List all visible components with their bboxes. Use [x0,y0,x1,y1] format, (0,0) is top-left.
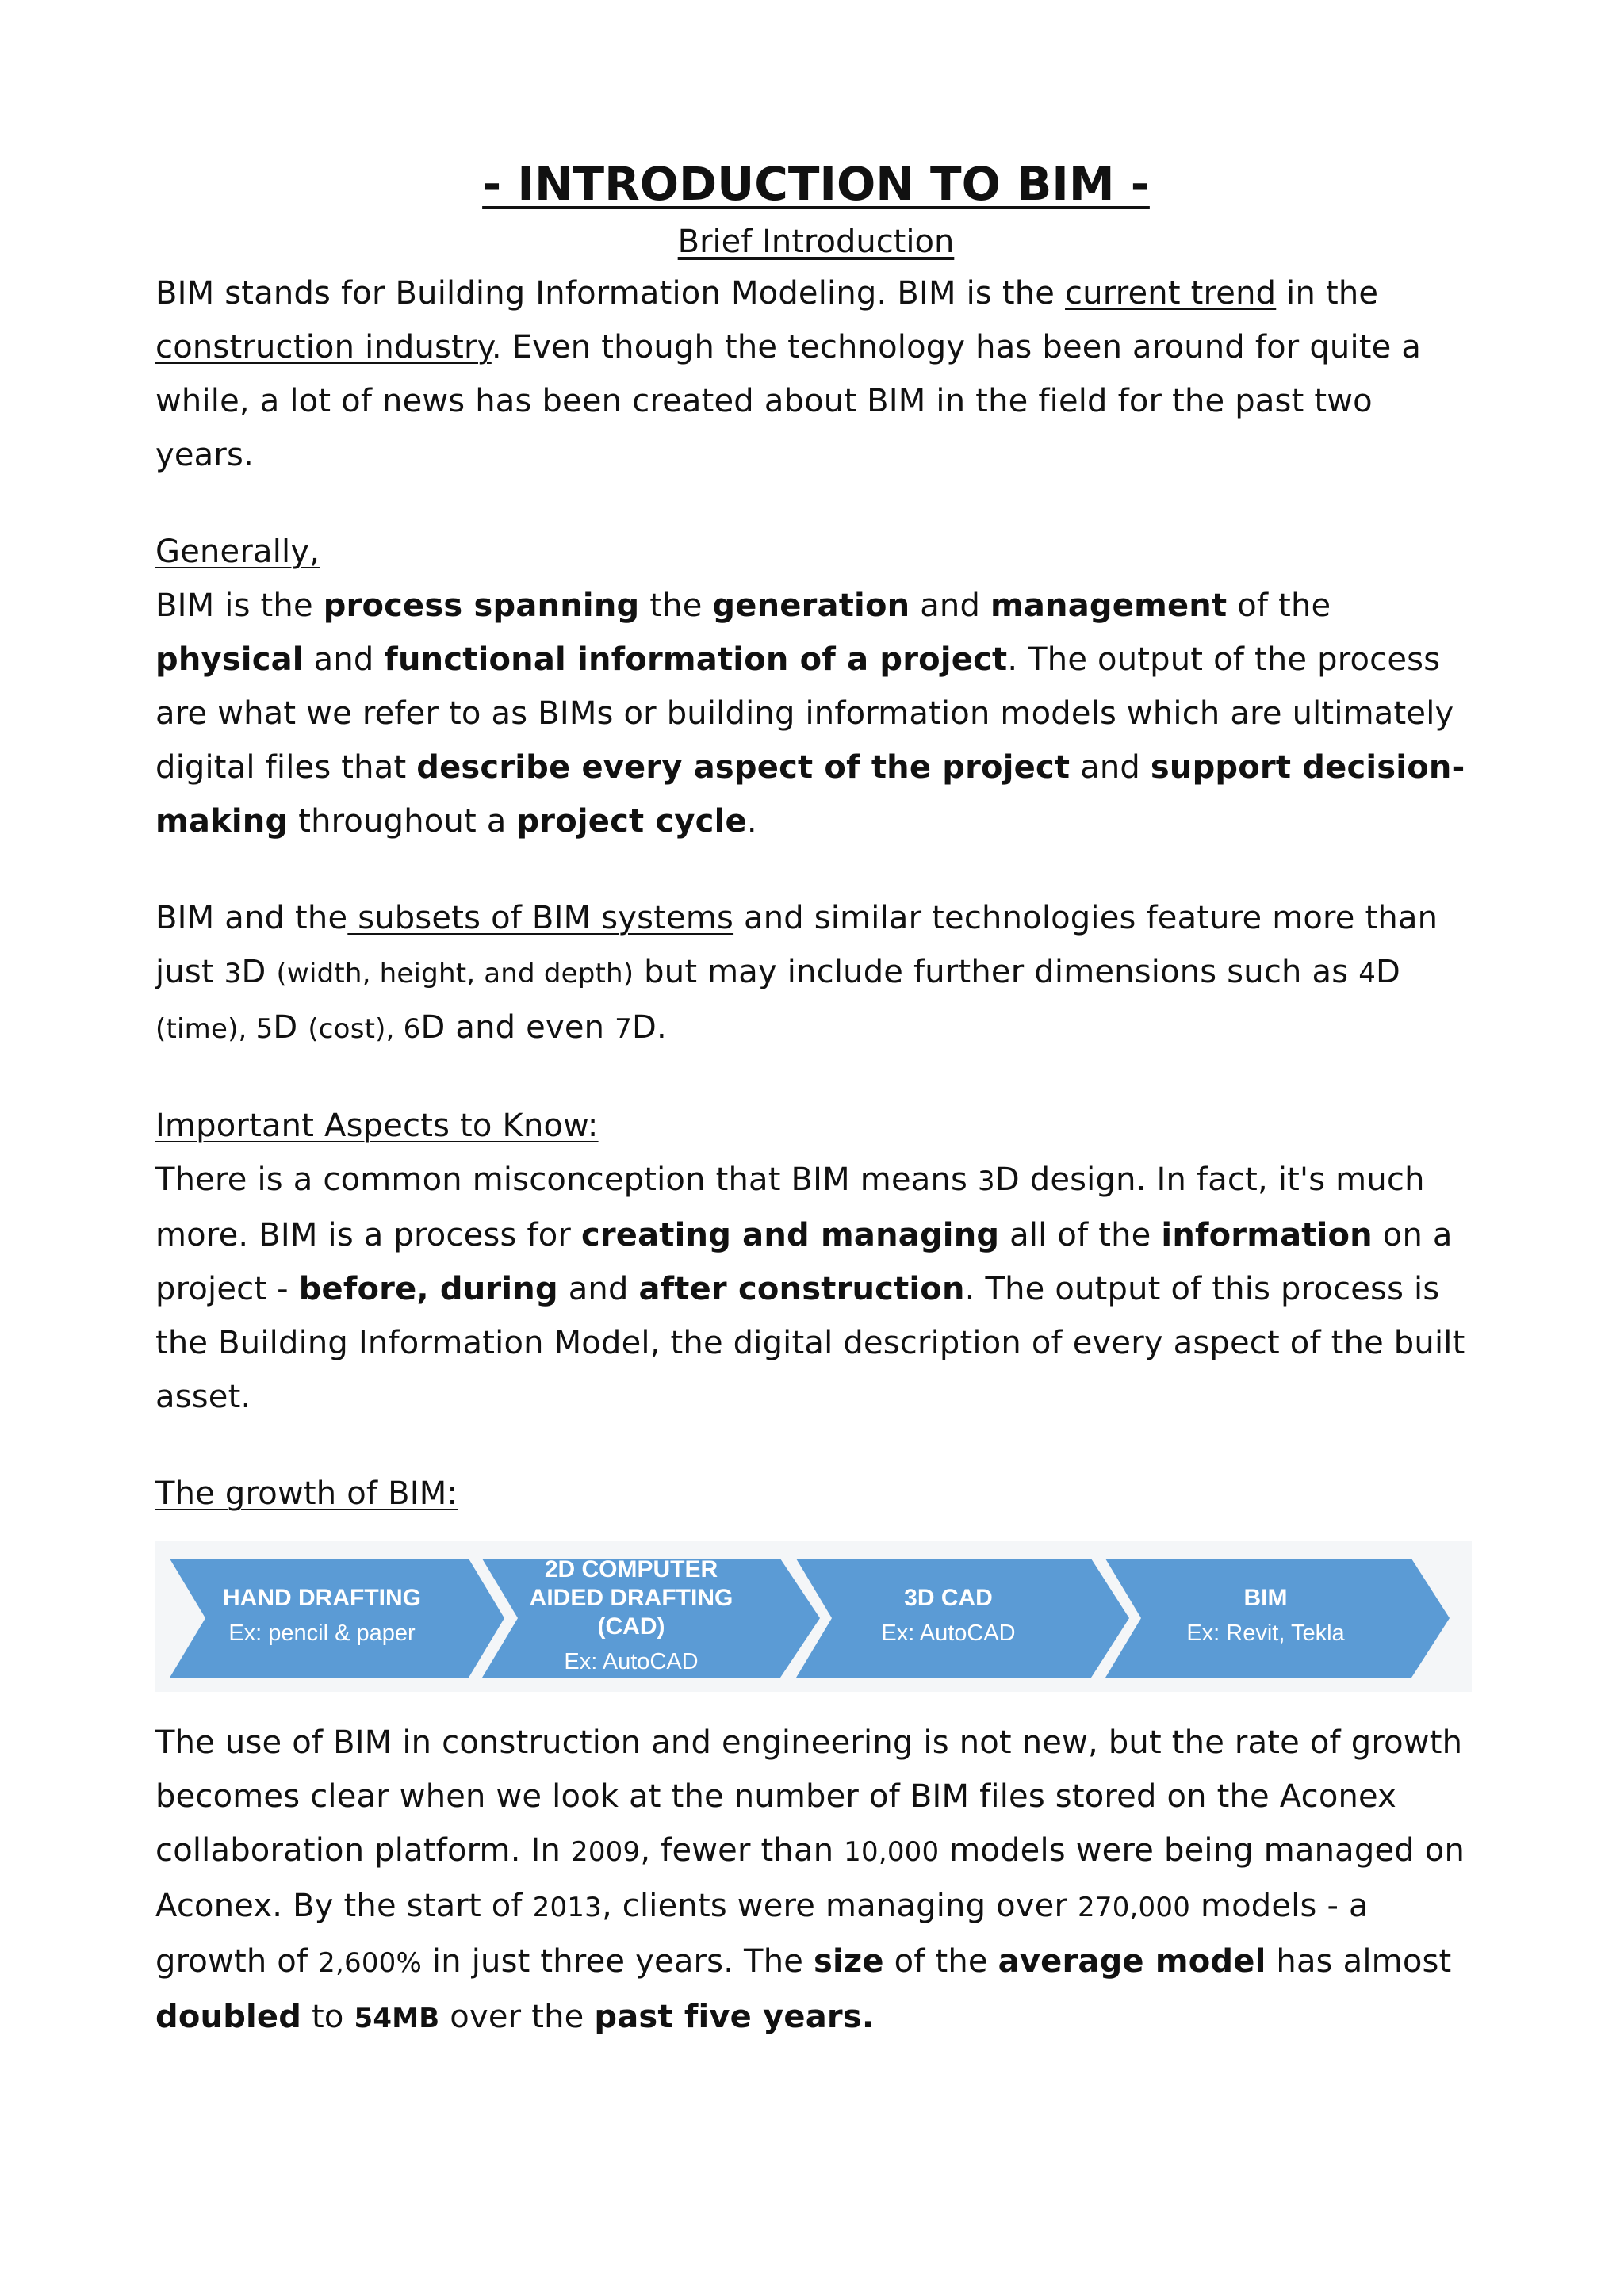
step-title: BIM [1243,1585,1288,1611]
page-title: - INTRODUCTION TO BIM - [482,157,1150,211]
step-title: 2D COMPUTER AIDED DRAFTING (CAD) [529,1556,733,1640]
step-3d-cad [814,1541,1083,1692]
subtitle: Brief Introduction [677,224,955,260]
growth-paragraph: The use of BIM in construction and engineering is not new, but the rate of growth becomes clear when we look at the number of BIM files stored on the Aconex collaboration platform. In 2009, fewer than 10,000 models were being managed on Aconex. By the start of 2013, clients were managing over 270,000 models - a growth of 2,600% in just three years. The size of the average model has almost doubled to 54MB over the past five years. [155,1724,1465,2035]
generally-heading: Generally, [155,534,320,570]
step-bim [1127,1541,1404,1692]
step-title: 3D CAD [904,1585,993,1611]
step-example: Ex: pencil & paper [228,1621,416,1646]
step-example: Ex: AutoCAD [881,1621,1016,1646]
subsets-paragraph: BIM and the subsets of BIM systems and similar technologies feature more than just 3D (width, height, and depth) but may include further dimensions such as 4D (time), 5D (cost), 6D and even 7D. [155,900,1438,1046]
step-example: Ex: AutoCAD [564,1649,699,1674]
step-example: Ex: Revit, Tekla [1186,1621,1345,1646]
aspects-paragraph: There is a common misconception that BIM means 3D design. In fact, it's much more. BIM is a process for creating and managing all of the information on a project - before, during and after construction. The output of this process is the Building Information Model, the digital description of every aspect of the built asset. [155,1161,1465,1415]
step-title: HAND DRAFTING [223,1585,421,1611]
step-hand-drafting [187,1541,457,1692]
aspects-heading: Important Aspects to Know: [155,1108,599,1144]
generally-paragraph: BIM is the process spanning the generation and management of the physical and functional information of a project. The output of the process are what we refer to as BIMs or building information models which are ultimately digital files that describe every aspect of the project and support decision-making throughout a project cycle. [155,587,1465,840]
bim-growth-diagram [155,1541,1472,1692]
step-2d-cad [496,1541,766,1692]
intro-paragraph: BIM stands for Building Information Modeling. BIM is the current trend in the construction industry. Even though the technology has been around for quite a while, a lot of news has been created about BIM in the field for the past two years. [155,275,1422,473]
growth-heading: The growth of BIM: [155,1475,458,1512]
document-page [155,151,1477,2045]
